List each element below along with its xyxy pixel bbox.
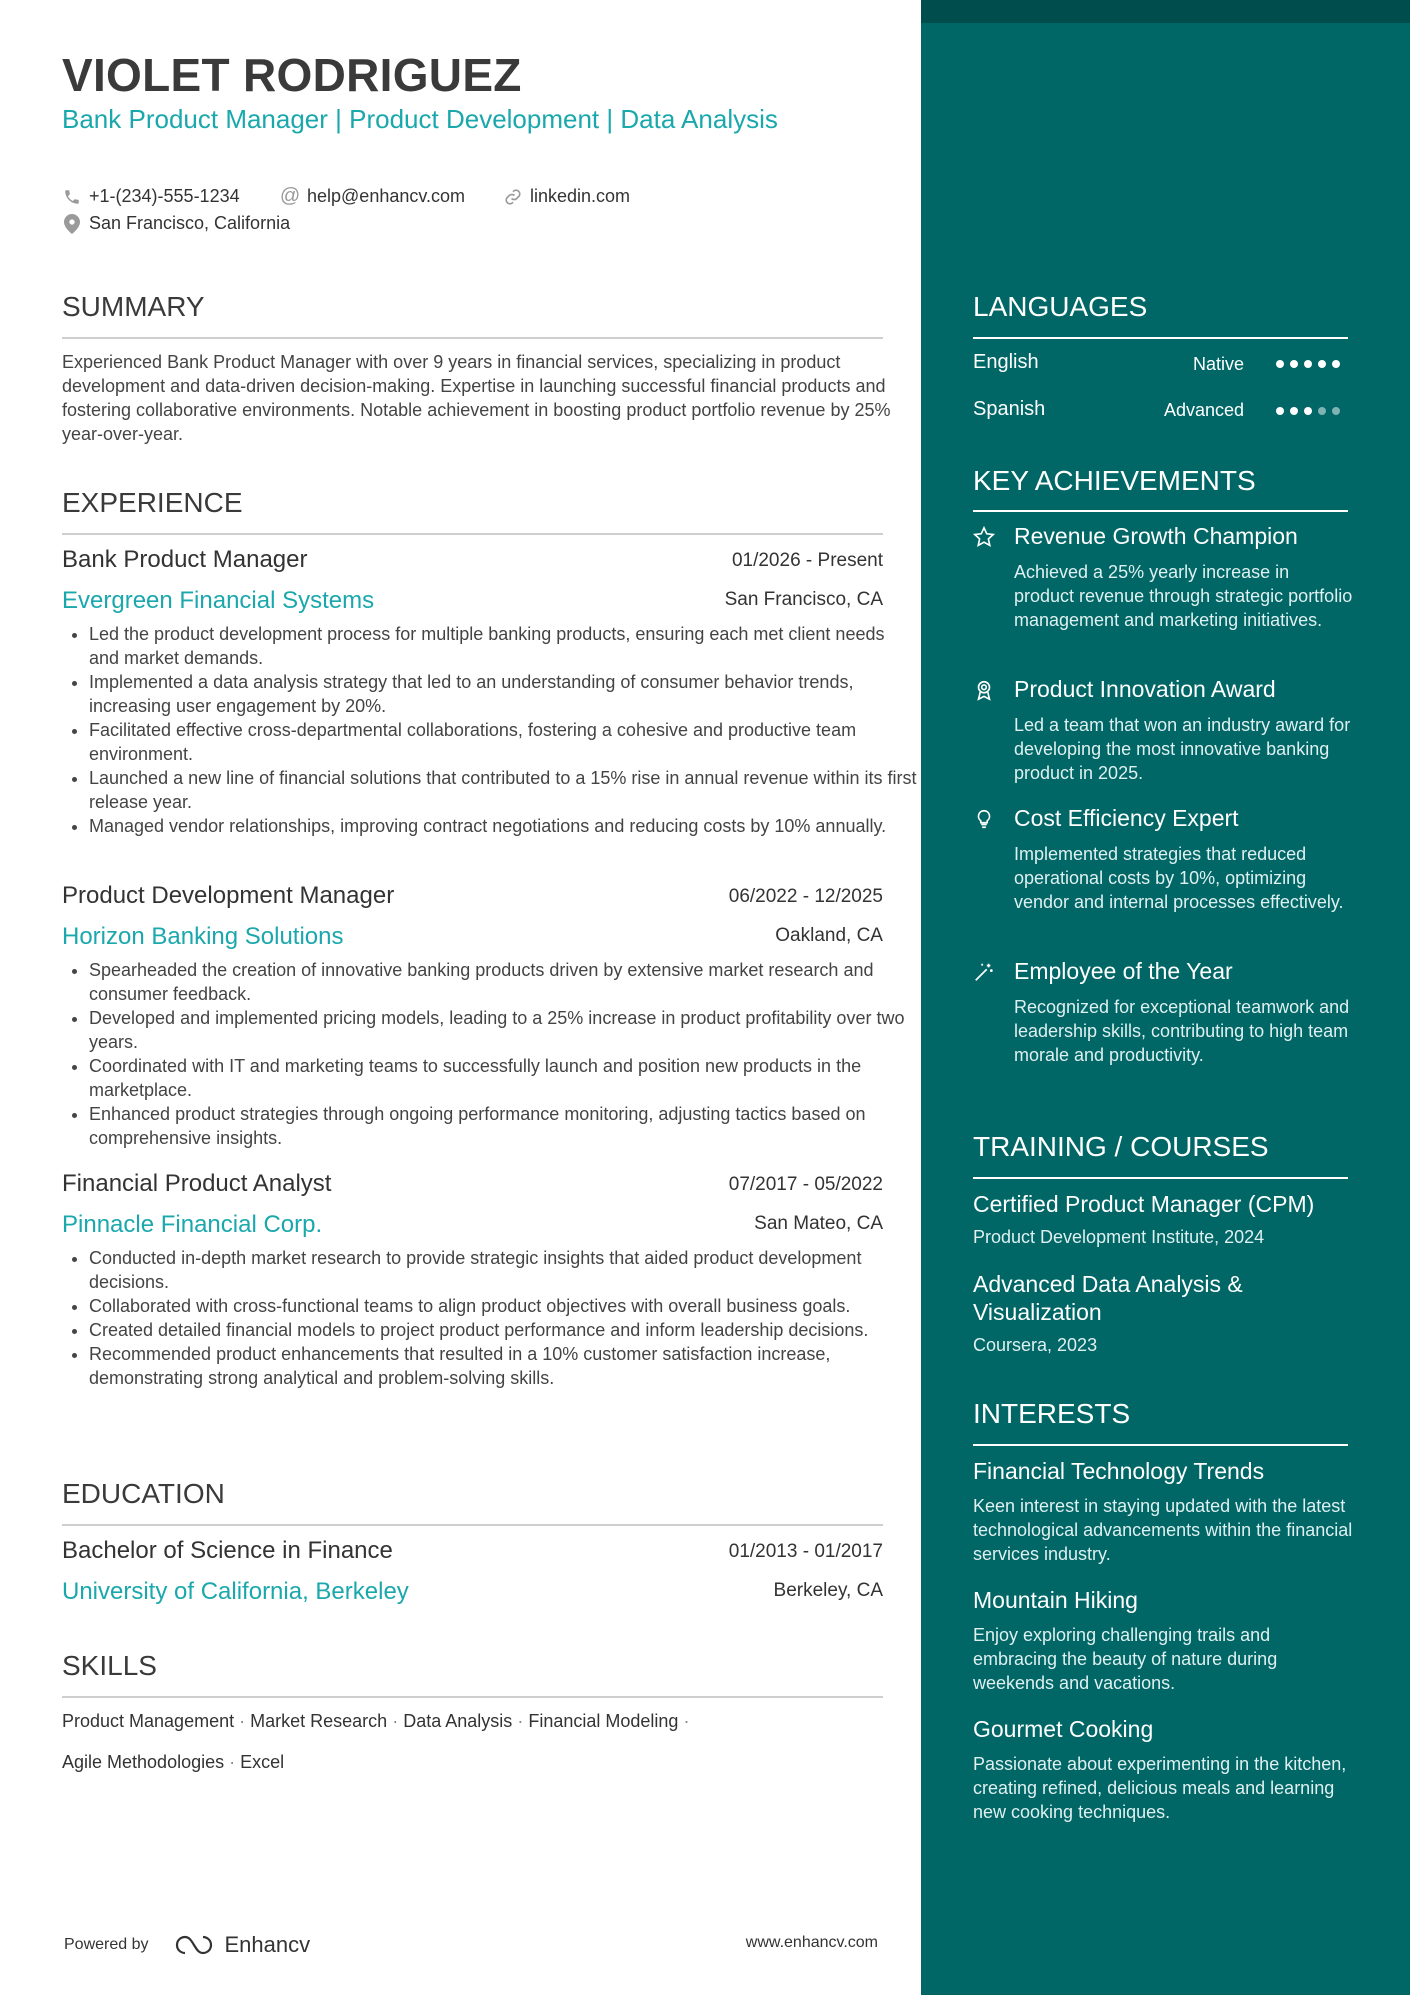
job-company: Pinnacle Financial Corp. [62,1211,323,1238]
job-company: Horizon Banking Solutions [62,923,344,950]
powered-by-label: Powered by [64,1936,149,1953]
contact-email[interactable] [280,186,465,207]
skills-divider [62,1696,883,1698]
interests-divider [973,1444,1348,1446]
job-bullet: • Developed and implemented pricing models, leading to a 25% increase in product profitability over two years. [89,1006,919,1054]
job-company: Evergreen Financial Systems [62,587,375,614]
job-bullet: • Led the product development process for multiple banking products, ensuring each met client needs and market demands. [89,622,919,670]
job-location: San Mateo, CA [754,1213,883,1234]
language-proficiency-dots [1276,360,1340,368]
footer-url[interactable]: www.enhancv.com [745,1934,878,1951]
skill-item: Data Analysis [403,1711,513,1731]
job-dates: 06/2022 - 12/2025 [728,886,883,907]
language-name: Spanish [973,398,1046,420]
education-divider [62,1524,883,1526]
award-icon [973,679,995,701]
job-dates: 07/2017 - 05/2022 [728,1174,883,1195]
achievement-desc: Led a team that won an industry award for developing the most innovative banking product in 2025. [1014,715,1351,783]
achievement-title: Cost Efficiency Expert [1014,805,1239,831]
achievement-desc: Recognized for exceptional teamwork and leadership skills, contributing to high team morale and productivity. [1014,997,1350,1065]
interest-desc: Passionate about experimenting in the kitchen, creating refined, delicious meals and learning new cooking techniques. [973,1754,1347,1822]
language-level: Advanced [1163,400,1244,420]
interest-title: Financial Technology Trends [973,1458,1265,1484]
lightbulb-icon [973,808,995,830]
achievement-title: Revenue Growth Champion [1014,523,1298,549]
achievement-desc: Implemented strategies that reduced operational costs by 10%, optimizing vendor and internal processes effectively. [1014,844,1344,912]
summary-heading: SUMMARY [62,291,205,322]
training-heading: TRAINING / COURSES [973,1131,1269,1162]
course-title: Advanced Data Analysis & Visualization [973,1271,1243,1325]
job-bullets [62,958,919,1150]
skill-item: Excel [240,1752,285,1772]
phone-icon [62,187,82,207]
job-title: Product Development Manager [62,882,395,909]
language-name: English [973,351,1039,373]
course-title: Certified Product Manager (CPM) [973,1191,1315,1217]
job-location: San Francisco, CA [724,589,883,610]
course-provider: Coursera, 2023 [973,1335,1098,1355]
school-location: Berkeley, CA [773,1580,883,1601]
candidate-name: VIOLET RODRIGUEZ [62,49,522,101]
skill-item: Financial Modeling [528,1711,679,1731]
linkedin-text: linkedin.com [530,186,631,206]
education-dates: 01/2013 - 01/2017 [728,1541,883,1562]
experience-divider [62,533,883,535]
interest-desc: Enjoy exploring challenging trails and embracing the beauty of nature during weekends and vacations. [973,1625,1278,1693]
job-bullet: • Facilitated effective cross-departmental collaborations, fostering a cohesive and productive team environment. [89,718,919,766]
interests-heading: INTERESTS [973,1398,1131,1429]
interest-title: Gourmet Cooking [973,1716,1154,1742]
job-bullets [62,1246,919,1390]
skill-item: Agile Methodologies [62,1752,225,1772]
job-bullet: • Spearheaded the creation of innovative banking products driven by extensive market research and consumer feedback. [89,958,919,1006]
interest-desc: Keen interest in staying updated with the latest technological advancements within the financial services industry. [973,1496,1353,1564]
achievements-heading: KEY ACHIEVEMENTS [973,465,1256,496]
training-divider [973,1177,1348,1179]
sidebar-top-strip [921,0,1410,23]
enhancv-brand: Enhancv [224,1932,311,1957]
contact-phone[interactable] [62,186,240,207]
achievements-divider [973,510,1348,512]
phone-text: +1-(234)-555-1234 [89,186,240,206]
job-bullet: • Enhanced product strategies through ongoing performance monitoring, adjusting tactics based on comprehensive insights. [89,1102,919,1150]
email-text: help@enhancv.com [307,186,466,206]
candidate-title: Bank Product Manager | Product Development | Data Analysis [62,104,778,134]
skill-item: Market Research [250,1711,388,1731]
job-bullet: • Collaborated with cross-functional teams to align product objectives with overall business goals. [89,1294,919,1318]
job-bullet: • Managed vendor relationships, improving contract negotiations and reducing costs by 10% annually. [89,814,919,838]
job-title: Bank Product Manager [62,546,308,573]
summary-divider [62,337,883,339]
skills-heading: SKILLS [62,1650,157,1681]
school-name: University of California, Berkeley [62,1578,409,1605]
course-provider: Product Development Institute, 2024 [973,1227,1265,1247]
job-dates: 01/2026 - Present [731,550,883,571]
education-heading: EDUCATION [62,1478,225,1509]
experience-heading: EXPERIENCE [62,487,243,518]
link-icon [503,187,523,207]
at-icon: @ [279,185,301,207]
contact-linkedin[interactable] [503,186,630,207]
job-bullet: • Conducted in-depth market research to provide strategic insights that aided product development decisions. [89,1246,919,1294]
job-location: Oakland, CA [775,925,883,946]
job-bullets [62,622,919,838]
enhancv-logo-icon [175,1934,221,1956]
achievement-title: Employee of the Year [1014,958,1233,984]
job-bullet: • Recommended product enhancements that resulted in a 10% customer satisfaction increase, demonstrating strong analytical and problem-solving skills. [89,1342,919,1390]
language-level: Native [1192,354,1244,374]
magic-wand-icon [973,961,995,983]
job-bullet: • Launched a new line of financial solutions that contributed to a 15% rise in annual revenue within its first release year. [89,766,919,814]
degree-title: Bachelor of Science in Finance [62,1537,393,1564]
achievement-title: Product Innovation Award [1014,676,1276,702]
powered-by [64,1932,310,1958]
skills-list: Product Management · Market Research · Data Analysis · Financial Modeling · Agile Methodologies · Excel [62,1711,690,1772]
interest-title: Mountain Hiking [973,1587,1138,1613]
job-bullet: • Implemented a data analysis strategy that led to an understanding of consumer behavior trends, increasing user engagement by 20%. [89,670,919,718]
star-icon [973,526,995,548]
skill-item: Product Management [62,1711,235,1731]
location-text: San Francisco, California [89,213,291,233]
location-pin-icon [62,214,82,234]
job-bullet: • Created detailed financial models to project product performance and inform leadership decisions. [89,1318,919,1342]
job-title: Financial Product Analyst [62,1170,332,1197]
achievement-desc: Achieved a 25% yearly increase in product revenue through strategic portfolio management and marketing initiatives. [1014,562,1353,630]
languages-heading: LANGUAGES [973,291,1148,322]
summary-text: Experienced Bank Product Manager with over 9 years in financial services, specializing in product development and data-driven decision-making. Expertise in launching successful financial products and fostering collaborative environments. Notable achievement in boosting product portfolio revenue by 25% year-over-year. [62,352,891,444]
languages-divider [973,337,1348,339]
job-bullet: • Coordinated with IT and marketing teams to successfully launch and position new products in the marketplace. [89,1054,919,1102]
language-proficiency-dots [1276,407,1340,415]
contact-location [62,213,290,234]
